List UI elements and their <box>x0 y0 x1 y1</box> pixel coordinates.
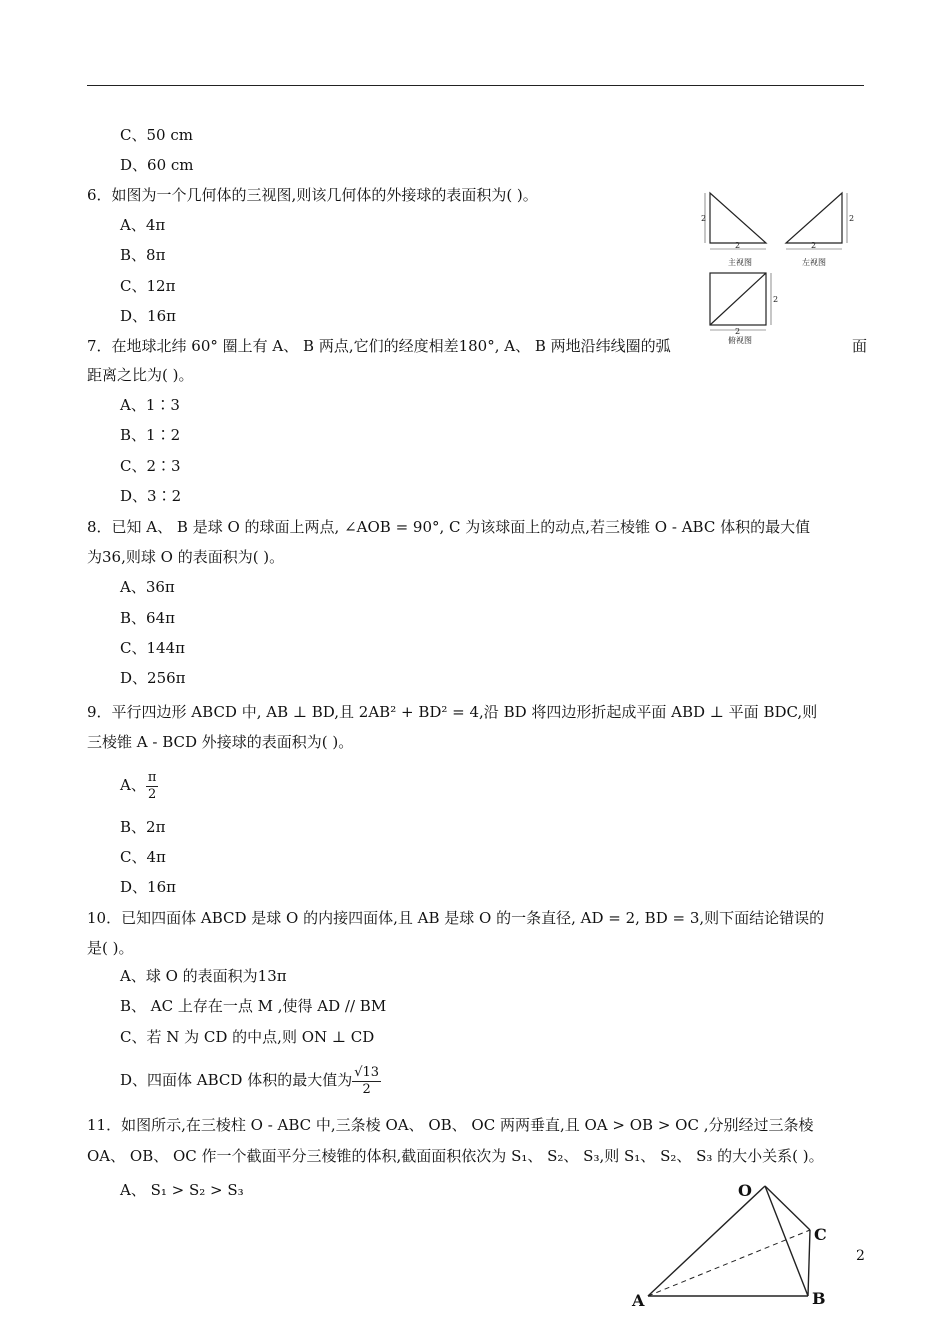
q6-three-view-figure <box>698 188 864 345</box>
q9-option-a <box>120 767 158 803</box>
q11-option-a: A、 S₁ > S₂ > S₃ <box>120 1181 244 1199</box>
q8-stem-line2: 为36,则球 O 的表面积为( )。 <box>87 548 285 566</box>
left-width-dim: 2 <box>811 241 817 250</box>
q9-option-a-numerator: π <box>147 769 157 785</box>
q9-option-b: B、2π <box>120 818 166 836</box>
q10-stem-line2: 是( )。 <box>87 939 134 957</box>
q8-option-c: C、144π <box>120 639 185 657</box>
q10-option-d-numerator: √13 <box>354 1064 380 1080</box>
q10-option-c: C、若 N 为 CD 的中点,则 ON ⊥ CD <box>120 1028 375 1046</box>
q7-stem-line1-tail: 面 <box>852 337 868 355</box>
q7-stem-line2: 距离之比为( )。 <box>87 366 194 384</box>
q9-option-d: D、16π <box>120 878 176 896</box>
q10-option-a: A、球 O 的表面积为13π <box>120 967 287 985</box>
q6-stem: 6．如图为一个几何体的三视图,则该几何体的外接球的表面积为( )。 <box>87 186 538 204</box>
header-rule <box>87 85 864 86</box>
q6-option-b: B、8π <box>120 246 166 264</box>
q11-stem-line1: 11．如图所示,在三棱柱 O - ABC 中,三条棱 OA、 OB、 OC 两两垂直,且 OA > OB > OC ,分别经过三条棱 <box>87 1116 814 1134</box>
q7-option-a: A、1∶3 <box>120 396 180 414</box>
q7-option-b: B、1∶2 <box>120 426 181 444</box>
q11-pyramid-figure <box>626 1178 836 1308</box>
q9-stem-line2: 三棱锥 A - BCD 外接球的表面积为( )。 <box>87 733 354 751</box>
top-height-dim: 2 <box>773 295 779 304</box>
q9-stem-line1: 9．平行四边形 ABCD 中, AB ⊥ BD,且 2AB² + BD² = 4,沿 BD 将四边形折起成平面 ABD ⊥ 平面 BDC,则 <box>87 703 818 721</box>
q7-stem-line1: 7．在地球北纬 60° 圈上有 A、 B 两点,它们的经度相差180°, A、 B 两地沿纬线圈的弧 <box>87 337 671 355</box>
option-d-prev: D、60 cm <box>120 156 194 174</box>
q10-stem-line1: 10．已知四面体 ABCD 是球 O 的内接四面体,且 AB 是球 O 的一条直径, AD = 2, BD = 3,则下面结论错误的 <box>87 909 825 927</box>
q9-option-a-prefix: A、 <box>120 776 146 794</box>
front-view-triangle <box>710 193 766 243</box>
q10-option-b: B、 AC 上存在一点 M ,使得 AD // BM <box>120 997 387 1015</box>
front-width-dim: 2 <box>735 241 741 250</box>
q9-option-a-denominator: 2 <box>147 786 157 802</box>
left-height-dim: 2 <box>849 214 855 223</box>
q8-option-b: B、64π <box>120 609 175 627</box>
q6-option-c: C、12π <box>120 277 176 295</box>
left-view-label: 左视图 <box>802 258 826 267</box>
q8-stem-line1: 8．已知 A、 B 是球 O 的球面上两点, ∠AOB = 90°, C 为该球面上的动点,若三棱锥 O - ABC 体积的最大值 <box>87 518 811 536</box>
q6-option-a: A、4π <box>120 216 166 234</box>
page-number: 2 <box>856 1248 865 1264</box>
q9-option-a-fraction <box>146 770 159 803</box>
q8-option-d: D、256π <box>120 669 186 687</box>
q10-option-d-denominator: 2 <box>362 1081 371 1097</box>
q7-option-c: C、2∶3 <box>120 457 181 475</box>
q11-stem-line2: OA、 OB、 OC 作一个截面平分三棱锥的体积,截面面积依次为 S₁、 S₂、 S₃,则 S₁、 S₂、 S₃ 的大小关系( )。 <box>87 1147 824 1165</box>
top-view-label: 俯视图 <box>728 336 752 345</box>
vertex-a-label: A <box>632 1291 645 1310</box>
q10-option-d-prefix: D、四面体 ABCD 体积的最大值为 <box>120 1071 353 1089</box>
vertex-b-label: B <box>812 1289 826 1308</box>
vertex-o-label: O <box>738 1181 752 1200</box>
q8-option-a: A、36π <box>120 578 175 596</box>
q10-option-d-fraction <box>352 1065 381 1098</box>
option-c-prev: C、50 cm <box>120 126 193 144</box>
front-view-label: 主视图 <box>728 258 752 267</box>
q9-option-c: C、4π <box>120 848 166 866</box>
q7-option-d: D、3∶2 <box>120 487 182 505</box>
top-width-dim: 2 <box>735 327 741 336</box>
front-height-dim: 2 <box>701 214 707 223</box>
q6-option-d: D、16π <box>120 307 176 325</box>
q10-option-d <box>120 1060 381 1100</box>
left-view-triangle <box>786 193 842 243</box>
vertex-c-label: C <box>814 1225 827 1244</box>
